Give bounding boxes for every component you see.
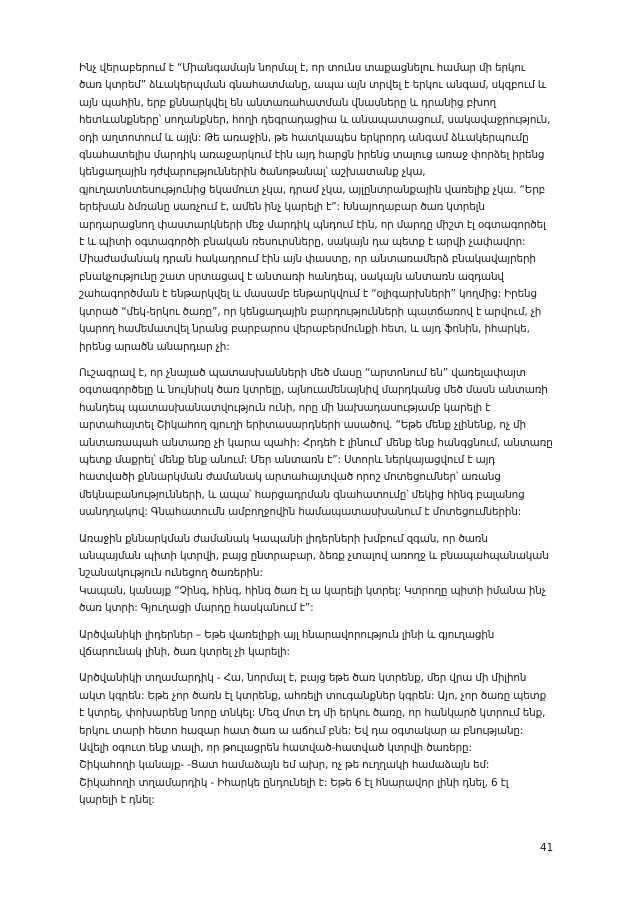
text-line: օգտագործելը և նույնիսկ ծառ կտրելը, այնուամենայնիվ մարդկանց մեծ մասն անտառի (79, 384, 548, 397)
text-line: է և պիտի օգտագործի բնական ռեսուրսները, սակայն դա պետք է արվի չափավոր: (79, 236, 526, 249)
document-body (79, 60, 561, 819)
text-line: արտահայտել Շիկահող գյուղի երիտասարդների ասածով. “Եթե մենք չլինենք, ոչ մի (79, 419, 526, 432)
text-line: կարող համեմատվել նրանց բարբարոս վերաբերմունքի հետ, և այդ ֆոնին, իհարկե, (79, 323, 530, 336)
text-line: Առաջին քննարկման ժամանակ Կապանի լիդերների խմբում զգան, որ ծառն (79, 532, 488, 545)
text-line: Ուշագրավ է, որ չնայած պատասխանների մեծ մասը “արտոնում են” վառելափայտ (79, 366, 526, 379)
text-line: շահագործման է ենթարկվել և մասամբ ենթարկվում է “օլիգարխների” կողմից: Իրենց (79, 288, 537, 301)
text-line: կենցաղային դժվարություններին ծանոթանալ՝ աշխատանք չկա, (79, 166, 426, 179)
text-line: է կտրել, փոխարենը նորը տնկել: Մեզ մոտ էդ մի երկու ծառը, որ հանկարծ կտրում ենք, (79, 707, 546, 720)
text-line: ծառ կտրի: Գյուղացի մարդը հասկանում է”: (79, 602, 314, 615)
paragraph-2 (79, 365, 561, 522)
text-line: անպայման պիտի կտրվի, բայց ընտրաբար, ձեռք չտալով առողջ և բնապահպանական (79, 549, 549, 562)
text-line: պետք մաքրել՝ մենք ենք անում: Մեր անտառն է”: Ստորև ներկայացվում է այդ (79, 453, 496, 466)
text-line: իրենց արածն անարդար չի: (79, 340, 230, 353)
text-line: սանդղակով: Գնահատումն ամբողջովին համապատասխանում է մոտեցումներին: (79, 506, 522, 519)
text-line: երեխան ձմռանը սառչում է, ամեն ինչ կարելի է”: Խնայողաբար ծառ կտրելն (79, 201, 485, 214)
text-line: Արծվանիկի լիդերներ – Եթե վառելիքի այլ հնարավորություն լինի և գյուղացին (79, 628, 495, 641)
text-line: գնահատելիս մարդիկ առաջարկում էին այդ հարցն իրենց տալուց առաջ փորձել իրենց (79, 149, 545, 162)
text-line: բնակչությունը շատ սրտացավ է անտառի հանդեպ, սակայն անտառն ազդանվ (79, 270, 504, 283)
text-line: Արծվանիկի տղամարդիկ - Հա, նորմալ է, բայց եթե ծառ կտրենք, մեր վրա մի միլիոն (79, 672, 527, 685)
text-line: հատվածի քննարկման ժամանակ արտահայտված որոշ մոտեցումներ՝ առանց (79, 471, 501, 484)
text-line: գյուղատնտեսությունից եկամուտ չկա, դրամ չկա, այլընտրանքային վառելիք չկա. “Երբ (79, 183, 546, 196)
text-line: արդարացնող փաստարկների մեջ մարդիկ պնդում էին, որ մարդը միշտ էլ օգտագործել (79, 218, 546, 231)
text-line: Շիկահողի կանայք- -Ցատ համաձայն եմ ախր, ոչ թե ուղղակի համաձայն եմ: (79, 759, 490, 772)
paragraph-4 (79, 627, 561, 662)
text-line: այն պահին, երբ քննարկվել են անտառահատման վնասները և դրանից բխող (79, 96, 496, 109)
paragraph-3 (79, 531, 561, 618)
text-line: նշանակություն ունեցող ծառերին: (79, 567, 263, 580)
text-line: Ավելի օգուտ ենք տալի, որ թուլացրեն հատված-հատված կտրվի ծառերը: (79, 742, 472, 755)
text-line: ծառ կտրեմ” ձևակերպման գնահատմանը, ապա այն տրվել է երկու անգամ, սկզբում և (79, 79, 547, 92)
text-line: հանդեպ պատասխանատվություն ունի, որը մի նախադասությամբ կարելի է (79, 401, 491, 414)
text-line: մեկնաբանությունների, և ապա՝ հարցադրման գնահատումը՝ մեկից հինգ բալանոց (79, 488, 525, 501)
text-line: Ինչ վերաբերում է “Միանգամայն նորմալ է, որ տունս տաքացնելու համար մի երկու (79, 62, 526, 74)
text-line: անտառապահ անտառը չի կարա պահի: Հրդեհ է լինում՝ մենք ենք հանգցնում, անտառը (79, 436, 553, 449)
text-line: Կապան, կանայք “Չինգ, հինգ, հինգ ծառ էլ ա կարելի կտրել: Կտրողը պիտի իմանա ինչ (79, 584, 546, 597)
text-line: վճարունակ լինի, ծառ կտրել չի կարելի: (79, 646, 290, 658)
text-line: հետևանքները՝ սողանքներ, հողի դեգրադացիա և անապատացում, սակավաջրություն, (79, 114, 551, 127)
text-line: կտրած “մեկ-երկու ծառը”, որ կենցաղային բարդությունների պատճառով է արվում, չի (79, 305, 542, 318)
page-number: 41 (540, 842, 554, 854)
text-line: Շիկահողի տղամարդիկ - Իհարկե ընդունելի է: Եթե 6 էլ հնարավոր լինի դնել, 6 էլ (79, 776, 509, 789)
paragraph-1 (79, 60, 561, 356)
text-line: Միաժամանակ դրան հակադրում էին այն փաստը, որ անտառամերձ բնակավայրերի (79, 253, 536, 266)
text-line: ակտ կգրեն: Եթե չոր ծառն էլ կտրենք, ահռելի տուգանքներ կգրեն: Այո, չոր ծառը պետք (79, 689, 547, 702)
text-line: երկու տարի հետո հազար հատ ծառ ա աճում բնե: Եվ դա օգտակար ա բնությանը: (79, 724, 524, 737)
paragraph-5 (79, 670, 561, 809)
text-line: կարելի է դնել: (79, 794, 155, 807)
text-line: օդի աղտոտում և այլն: Թե առաջին, թե հատկապես երկրորդ անգամ ձևակերպումը (79, 131, 529, 144)
